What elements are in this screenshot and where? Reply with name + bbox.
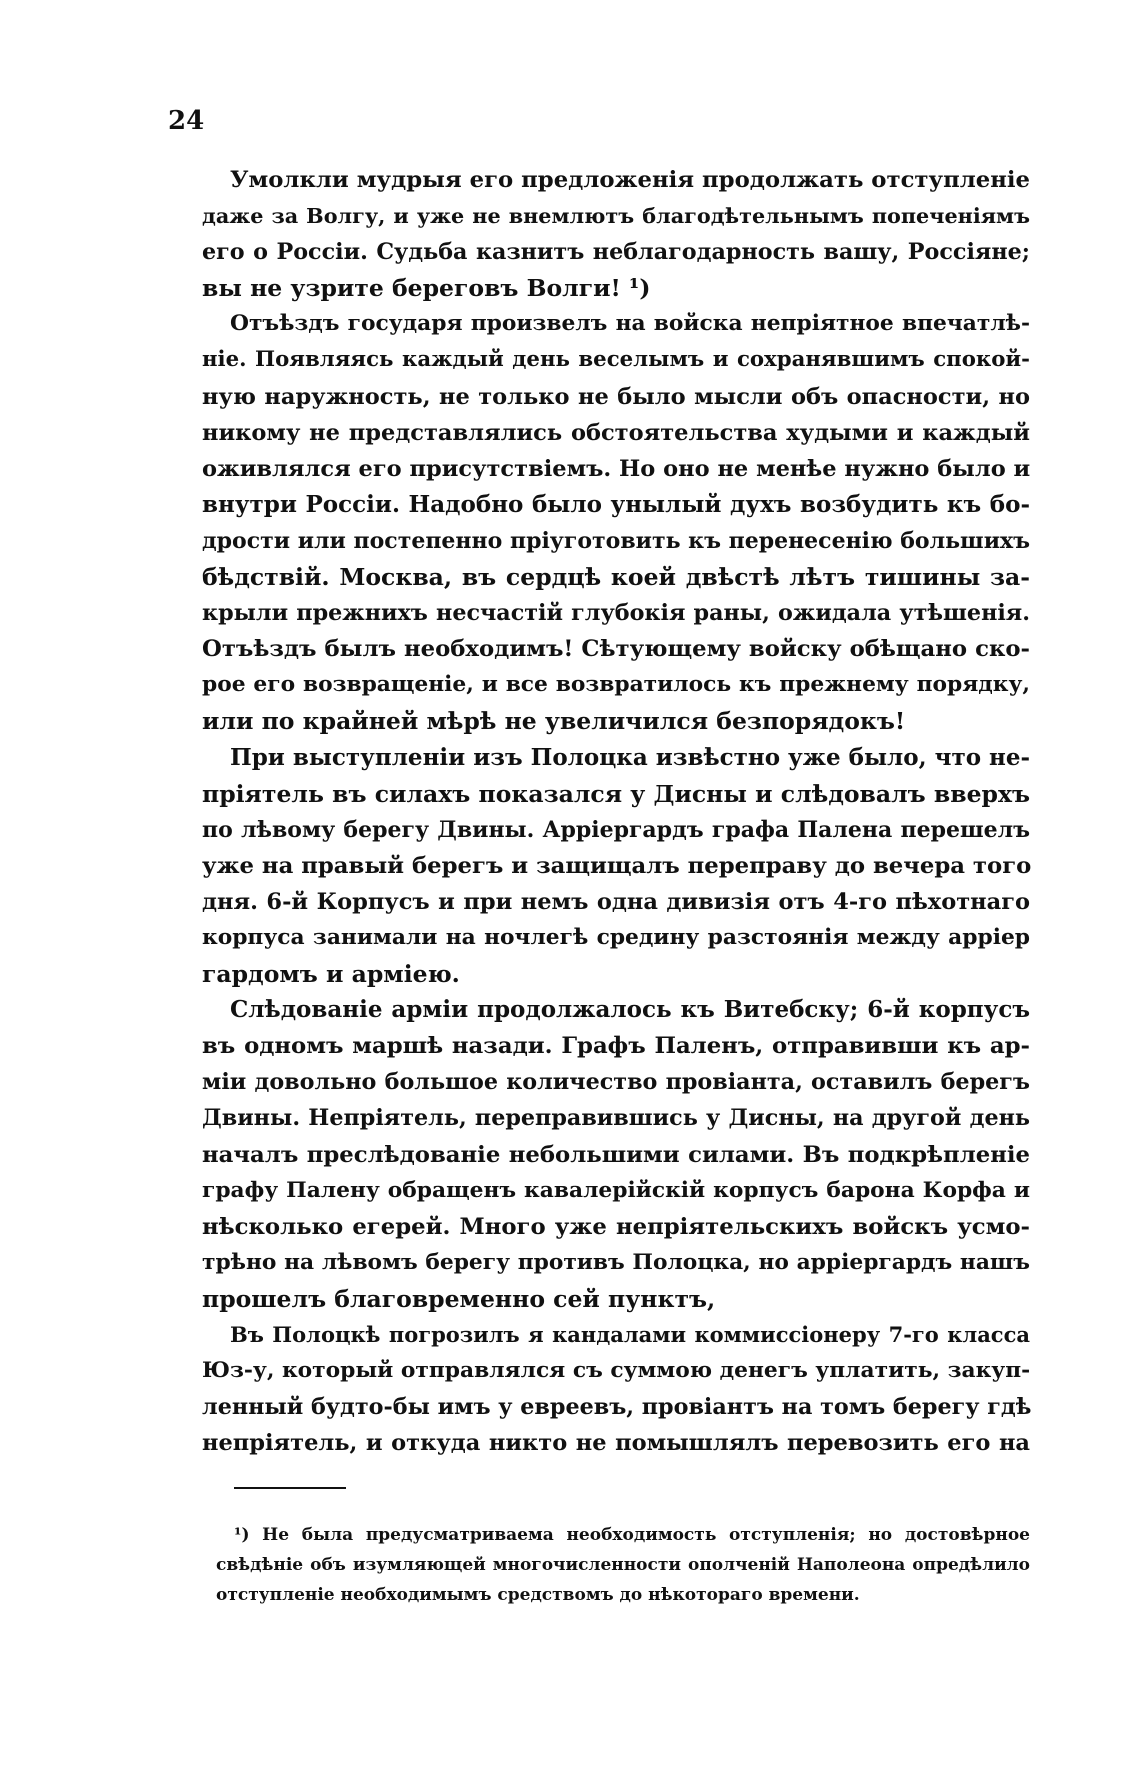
text-line: даже за Волгу, и уже не внемлютъ благодѣтельнымъ попеченіямъ (202, 204, 1030, 229)
text-line: корпуса занимали на ночлегѣ средину разстоянія между арріер (202, 924, 1030, 950)
text-line: внутри Россіи. Надобно было унылый духъ возбудить къ бо- (202, 490, 1030, 518)
text-line: графу Палену обращенъ кавалерійскій корпусъ барона Корфа и (202, 1177, 1030, 1203)
text-line: началъ преслѣдованіе небольшими силами. Въ подкрѣпленіе (202, 1141, 1030, 1168)
text-line: бѣдствій. Москва, въ сердцѣ коей двѣстѣ лѣтъ тишины за- (202, 563, 1030, 592)
text-line: ленный будто-бы имъ у евреевъ, провіантъ на томъ берегу гдѣ (202, 1394, 1032, 1421)
text-line: или по крайней мѣрѣ не увеличился безпорядокъ! (202, 707, 906, 736)
text-line: оживлялся его присутствіемъ. Но оно не менѣе нужно было и (202, 455, 1031, 482)
text-line: прошелъ благовременно сей пунктъ, (202, 1284, 716, 1313)
text-line: Въ Полоцкѣ погрозилъ я кандалами коммиссіонеру 7-го класса (230, 1322, 1030, 1347)
footnote-line: отступленіе необходимымъ средствомъ до нѣкотораго времени. (216, 1585, 860, 1605)
text-line: трѣно на лѣвомъ берегу противъ Полоцка, но арріергардъ нашъ (202, 1249, 1030, 1275)
page-number: 24 (168, 106, 205, 136)
footnote (216, 1520, 1030, 1610)
footnote-divider (234, 1487, 346, 1489)
text-line: дня. 6-й Корпусъ и при немъ одна дивизія отъ 4-го пѣхотнаго (202, 888, 1030, 915)
text-line: нѣсколько егерей. Много уже непріятельскихъ войскъ усмо- (202, 1213, 1030, 1240)
text-line: Отъѣздъ былъ необходимъ! Сѣтующему войску обѣщано ско- (202, 636, 1030, 663)
text-line: вы не узрите береговъ Волги! ¹) (202, 274, 651, 303)
text-line: міи довольно большое количество провіанта, оставилъ берегъ (202, 1069, 1030, 1096)
text-line: никому не представлялись обстоятельства худыми и каждый (202, 419, 1030, 446)
text-line: Умолкли мудрыя его предложенія продолжать отступленіе (230, 167, 1031, 193)
text-line: ную наружность, не только не было мысли объ опасности, но (202, 383, 1030, 410)
text-line: При выступленіи изъ Полоцка извѣстно уже было, что не- (230, 743, 1031, 771)
footnote-line: ¹) Не была предусматриваема необходимость отступленія; но достовѣрное (234, 1525, 1030, 1545)
main-text (202, 162, 1032, 1461)
text-line: непріятель, и откуда никто не помышлялъ перевозить его на (202, 1430, 1030, 1457)
text-line: уже на правый берегъ и защищалъ переправу до вечера того (202, 852, 1032, 879)
text-line: рое его возвращеніе, и все возвратилось къ прежнему порядку, (202, 672, 1030, 698)
text-line: Юз-у, который отправлялся съ суммою денегъ уплатить, закуп- (202, 1358, 1031, 1384)
footnote-line: свѣдѣніе объ изумляющей многочисленности ополченій Наполеона опредѣлило (216, 1555, 1030, 1575)
text-line: Слѣдованіе арміи продолжалось къ Витебску; 6-й корпусъ (230, 996, 1030, 1024)
text-line: ніе. Появляясь каждый день веселымъ и сохранявшимъ спокой- (202, 347, 1030, 373)
text-line: по лѣвому берегу Двины. Арріергардъ графа Палена перешелъ (202, 816, 1030, 843)
text-line: въ одномъ маршѣ назади. Графъ Паленъ, отправивши къ ар- (202, 1033, 1030, 1060)
text-line: дрости или постепенно пріуготовить къ перенесенію большихъ (202, 527, 1030, 554)
text-line: крыли прежнихъ несчастій глубокія раны, ожидала утѣшенія. (202, 600, 1030, 627)
text-line: Отъѣздъ государя произвелъ на войска непріятное впечатлѣ- (230, 311, 1030, 337)
text-line: пріятель въ силахъ показался у Дисны и слѣдовалъ вверхъ (202, 779, 1030, 808)
text-line: гардомъ и арміею. (202, 960, 460, 989)
text-line: его о Россіи. Судьба казнитъ неблагодарность вашу, Россіяне; (202, 239, 1030, 266)
text-line: Двины. Непріятель, переправившись у Дисны, на другой день (202, 1105, 1030, 1132)
